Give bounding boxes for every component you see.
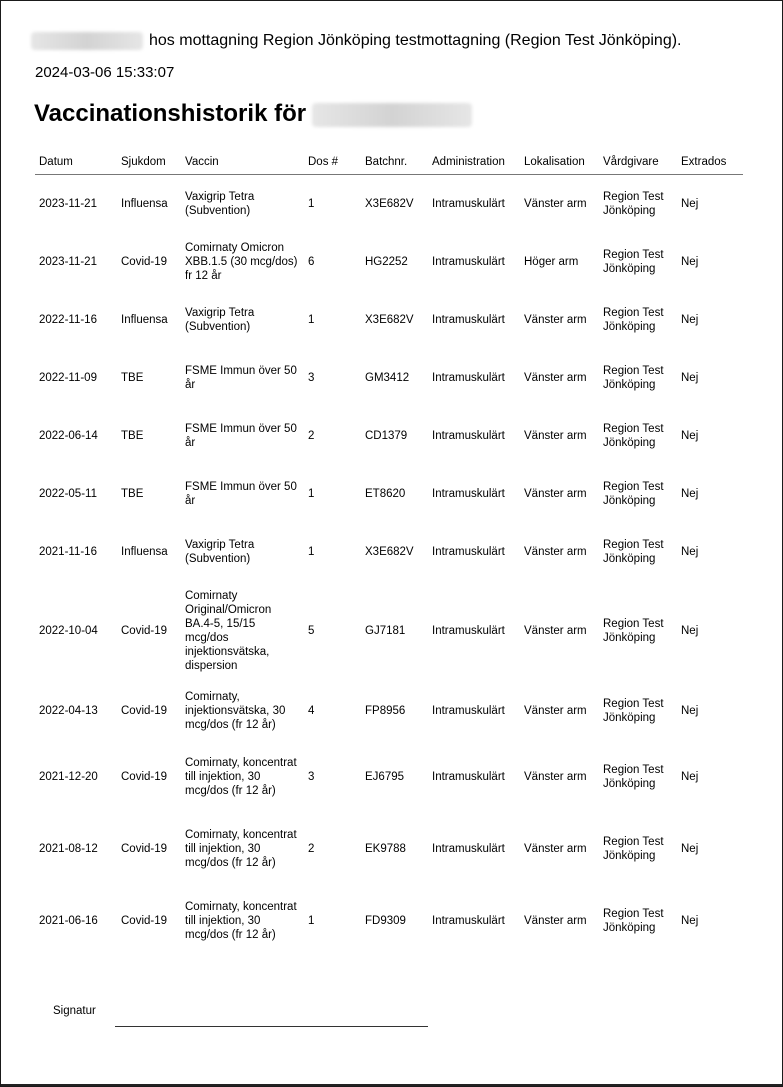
cell-extra-dose: Nej (681, 255, 699, 268)
cell-administration: Intramuskulärt (432, 197, 505, 210)
column-header-provider: Vårdgivare (599, 151, 677, 175)
cell-disease: Covid-19 (121, 842, 168, 855)
cell-extra-dose: Nej (681, 313, 699, 326)
cell-vaccine: FSME Immun över 50 år (185, 364, 297, 391)
cell-provider: Region Test Jönköping (603, 763, 664, 790)
signature-line (115, 1026, 428, 1027)
cell-vaccine: Comirnaty, koncentrat till injektion, 30 mcg/dos (fr 12 år) (185, 828, 297, 869)
cell-disease: Covid-19 (121, 624, 168, 637)
cell-location: Vänster arm (524, 313, 587, 326)
cell-dose: 1 (308, 197, 315, 210)
redacted-patient-name (31, 32, 143, 50)
cell-date: 2021-08-12 (39, 842, 98, 855)
cell-location: Vänster arm (524, 914, 587, 927)
table-row (35, 581, 743, 681)
cell-extra-dose: Nej (681, 429, 699, 442)
cell-dose: 3 (308, 371, 315, 384)
table-row (35, 885, 743, 957)
cell-extra-dose: Nej (681, 545, 699, 558)
cell-location: Vänster arm (524, 197, 587, 210)
cell-administration: Intramuskulärt (432, 429, 505, 442)
cell-batch: HG2252 (365, 255, 408, 268)
cell-provider: Region Test Jönköping (603, 422, 664, 449)
cell-disease: Influensa (121, 545, 168, 558)
cell-batch: GJ7181 (365, 624, 406, 637)
cell-location: Vänster arm (524, 842, 587, 855)
cell-batch: FD9309 (365, 914, 406, 927)
table-row (35, 813, 743, 885)
cell-administration: Intramuskulärt (432, 545, 505, 558)
cell-disease: Influensa (121, 313, 168, 326)
cell-batch: X3E682V (365, 313, 414, 326)
cell-provider: Region Test Jönköping (603, 364, 664, 391)
table-row (35, 465, 743, 523)
cell-administration: Intramuskulärt (432, 371, 505, 384)
cell-date: 2022-04-13 (39, 704, 98, 717)
cell-vaccine: Vaxigrip Tetra (Subvention) (185, 306, 255, 333)
cell-date: 2022-11-16 (39, 313, 97, 326)
cell-dose: 1 (308, 487, 315, 500)
vaccination-table (35, 151, 743, 957)
cell-provider: Region Test Jönköping (603, 480, 664, 507)
page-title-text: Vaccinationshistorik för (34, 100, 307, 127)
cell-administration: Intramuskulärt (432, 313, 505, 326)
cell-provider: Region Test Jönköping (603, 617, 664, 644)
cell-disease: Influensa (121, 197, 168, 210)
cell-disease: Covid-19 (121, 704, 168, 717)
cell-date: 2021-06-16 (39, 914, 98, 927)
cell-extra-dose: Nej (681, 197, 699, 210)
table-row (35, 175, 743, 233)
cell-extra-dose: Nej (681, 487, 699, 500)
cell-administration: Intramuskulärt (432, 624, 505, 637)
cell-location: Vänster arm (524, 770, 587, 783)
cell-dose: 1 (308, 545, 315, 558)
cell-location: Vänster arm (524, 545, 587, 558)
cell-batch: X3E682V (365, 197, 414, 210)
cell-vaccine: Vaxigrip Tetra (Subvention) (185, 538, 255, 565)
column-header-location: Lokalisation (520, 151, 599, 175)
cell-batch: CD1379 (365, 429, 408, 442)
cell-location: Vänster arm (524, 487, 587, 500)
cell-dose: 3 (308, 770, 315, 783)
cell-disease: Covid-19 (121, 914, 168, 927)
visit-info (31, 32, 681, 50)
cell-dose: 6 (308, 255, 315, 268)
cell-vaccine: Comirnaty, koncentrat till injektion, 30 mcg/dos (fr 12 år) (185, 900, 297, 941)
cell-vaccine: Comirnaty Omicron XBB.1.5 (30 mcg/dos) fr 12 år (185, 241, 298, 282)
cell-date: 2023-11-21 (39, 197, 97, 210)
cell-disease: Covid-19 (121, 770, 168, 783)
cell-provider: Region Test Jönköping (603, 697, 664, 724)
column-header-disease: Sjukdom (117, 151, 181, 175)
cell-dose: 1 (308, 313, 315, 326)
cell-dose: 2 (308, 842, 315, 855)
cell-provider: Region Test Jönköping (603, 306, 664, 333)
column-header-vaccine: Vaccin (181, 151, 304, 175)
cell-vaccine: Vaxigrip Tetra (Subvention) (185, 190, 255, 217)
cell-administration: Intramuskulärt (432, 255, 505, 268)
cell-date: 2022-11-09 (39, 371, 97, 384)
column-header-date: Datum (35, 151, 117, 175)
cell-date: 2022-05-11 (39, 487, 97, 500)
cell-administration: Intramuskulärt (432, 704, 505, 717)
cell-vaccine: Comirnaty, koncentrat till injektion, 30 mcg/dos (fr 12 år) (185, 756, 297, 797)
cell-dose: 1 (308, 914, 315, 927)
cell-batch: EK9788 (365, 842, 406, 855)
cell-disease: TBE (121, 487, 144, 500)
cell-batch: FP8956 (365, 704, 406, 717)
cell-dose: 4 (308, 704, 315, 717)
table-row (35, 291, 743, 349)
cell-provider: Region Test Jönköping (603, 907, 664, 934)
cell-provider: Region Test Jönköping (603, 248, 664, 275)
cell-location: Höger arm (524, 255, 579, 268)
cell-date: 2022-06-14 (39, 429, 98, 442)
cell-vaccine: FSME Immun över 50 år (185, 480, 297, 507)
table-row (35, 741, 743, 813)
column-header-dose: Dos # (304, 151, 361, 175)
column-header-extra-dose: Extrados (677, 151, 743, 175)
cell-administration: Intramuskulärt (432, 914, 505, 927)
timestamp: 2024-03-06 15:33:07 (35, 64, 175, 81)
cell-dose: 2 (308, 429, 315, 442)
cell-date: 2021-11-16 (39, 545, 97, 558)
cell-date: 2021-12-20 (39, 770, 98, 783)
visit-text: hos mottagning Region Jönköping testmottagning (Region Test Jönköping). (149, 32, 682, 50)
cell-disease: TBE (121, 371, 144, 384)
table-row (35, 349, 743, 407)
cell-dose: 5 (308, 624, 315, 637)
cell-date: 2022-10-04 (39, 624, 98, 637)
cell-location: Vänster arm (524, 624, 587, 637)
cell-administration: Intramuskulärt (432, 487, 505, 500)
table-row (35, 681, 743, 741)
cell-batch: ET8620 (365, 487, 406, 500)
redacted-patient-name-title (312, 103, 472, 127)
cell-location: Vänster arm (524, 371, 587, 384)
cell-date: 2023-11-21 (39, 255, 97, 268)
cell-batch: GM3412 (365, 371, 410, 384)
cell-disease: Covid-19 (121, 255, 168, 268)
cell-batch: X3E682V (365, 545, 414, 558)
page-title (34, 100, 472, 128)
signature-label: Signatur (53, 1005, 96, 1017)
column-header-administration: Administration (428, 151, 520, 175)
cell-batch: EJ6795 (365, 770, 405, 783)
table-header-row (35, 151, 743, 175)
cell-vaccine: FSME Immun över 50 år (185, 422, 297, 449)
cell-vaccine: Comirnaty Original/Omicron BA.4-5, 15/15 mcg/dos injektionsvätska, dispersion (185, 589, 272, 672)
cell-disease: TBE (121, 429, 144, 442)
cell-extra-dose: Nej (681, 770, 699, 783)
cell-provider: Region Test Jönköping (603, 538, 664, 565)
table-row (35, 233, 743, 291)
cell-extra-dose: Nej (681, 842, 699, 855)
cell-vaccine: Comirnaty, injektionsvätska, 30 mcg/dos (fr 12 år) (185, 690, 286, 731)
table-row (35, 407, 743, 465)
column-header-batch: Batchnr. (361, 151, 428, 175)
cell-provider: Region Test Jönköping (603, 835, 664, 862)
cell-extra-dose: Nej (681, 914, 699, 927)
cell-extra-dose: Nej (681, 624, 699, 637)
cell-provider: Region Test Jönköping (603, 190, 664, 217)
cell-extra-dose: Nej (681, 371, 699, 384)
cell-location: Vänster arm (524, 429, 587, 442)
cell-administration: Intramuskulärt (432, 842, 505, 855)
cell-administration: Intramuskulärt (432, 770, 505, 783)
cell-extra-dose: Nej (681, 704, 699, 717)
cell-location: Vänster arm (524, 704, 587, 717)
table-row (35, 523, 743, 581)
